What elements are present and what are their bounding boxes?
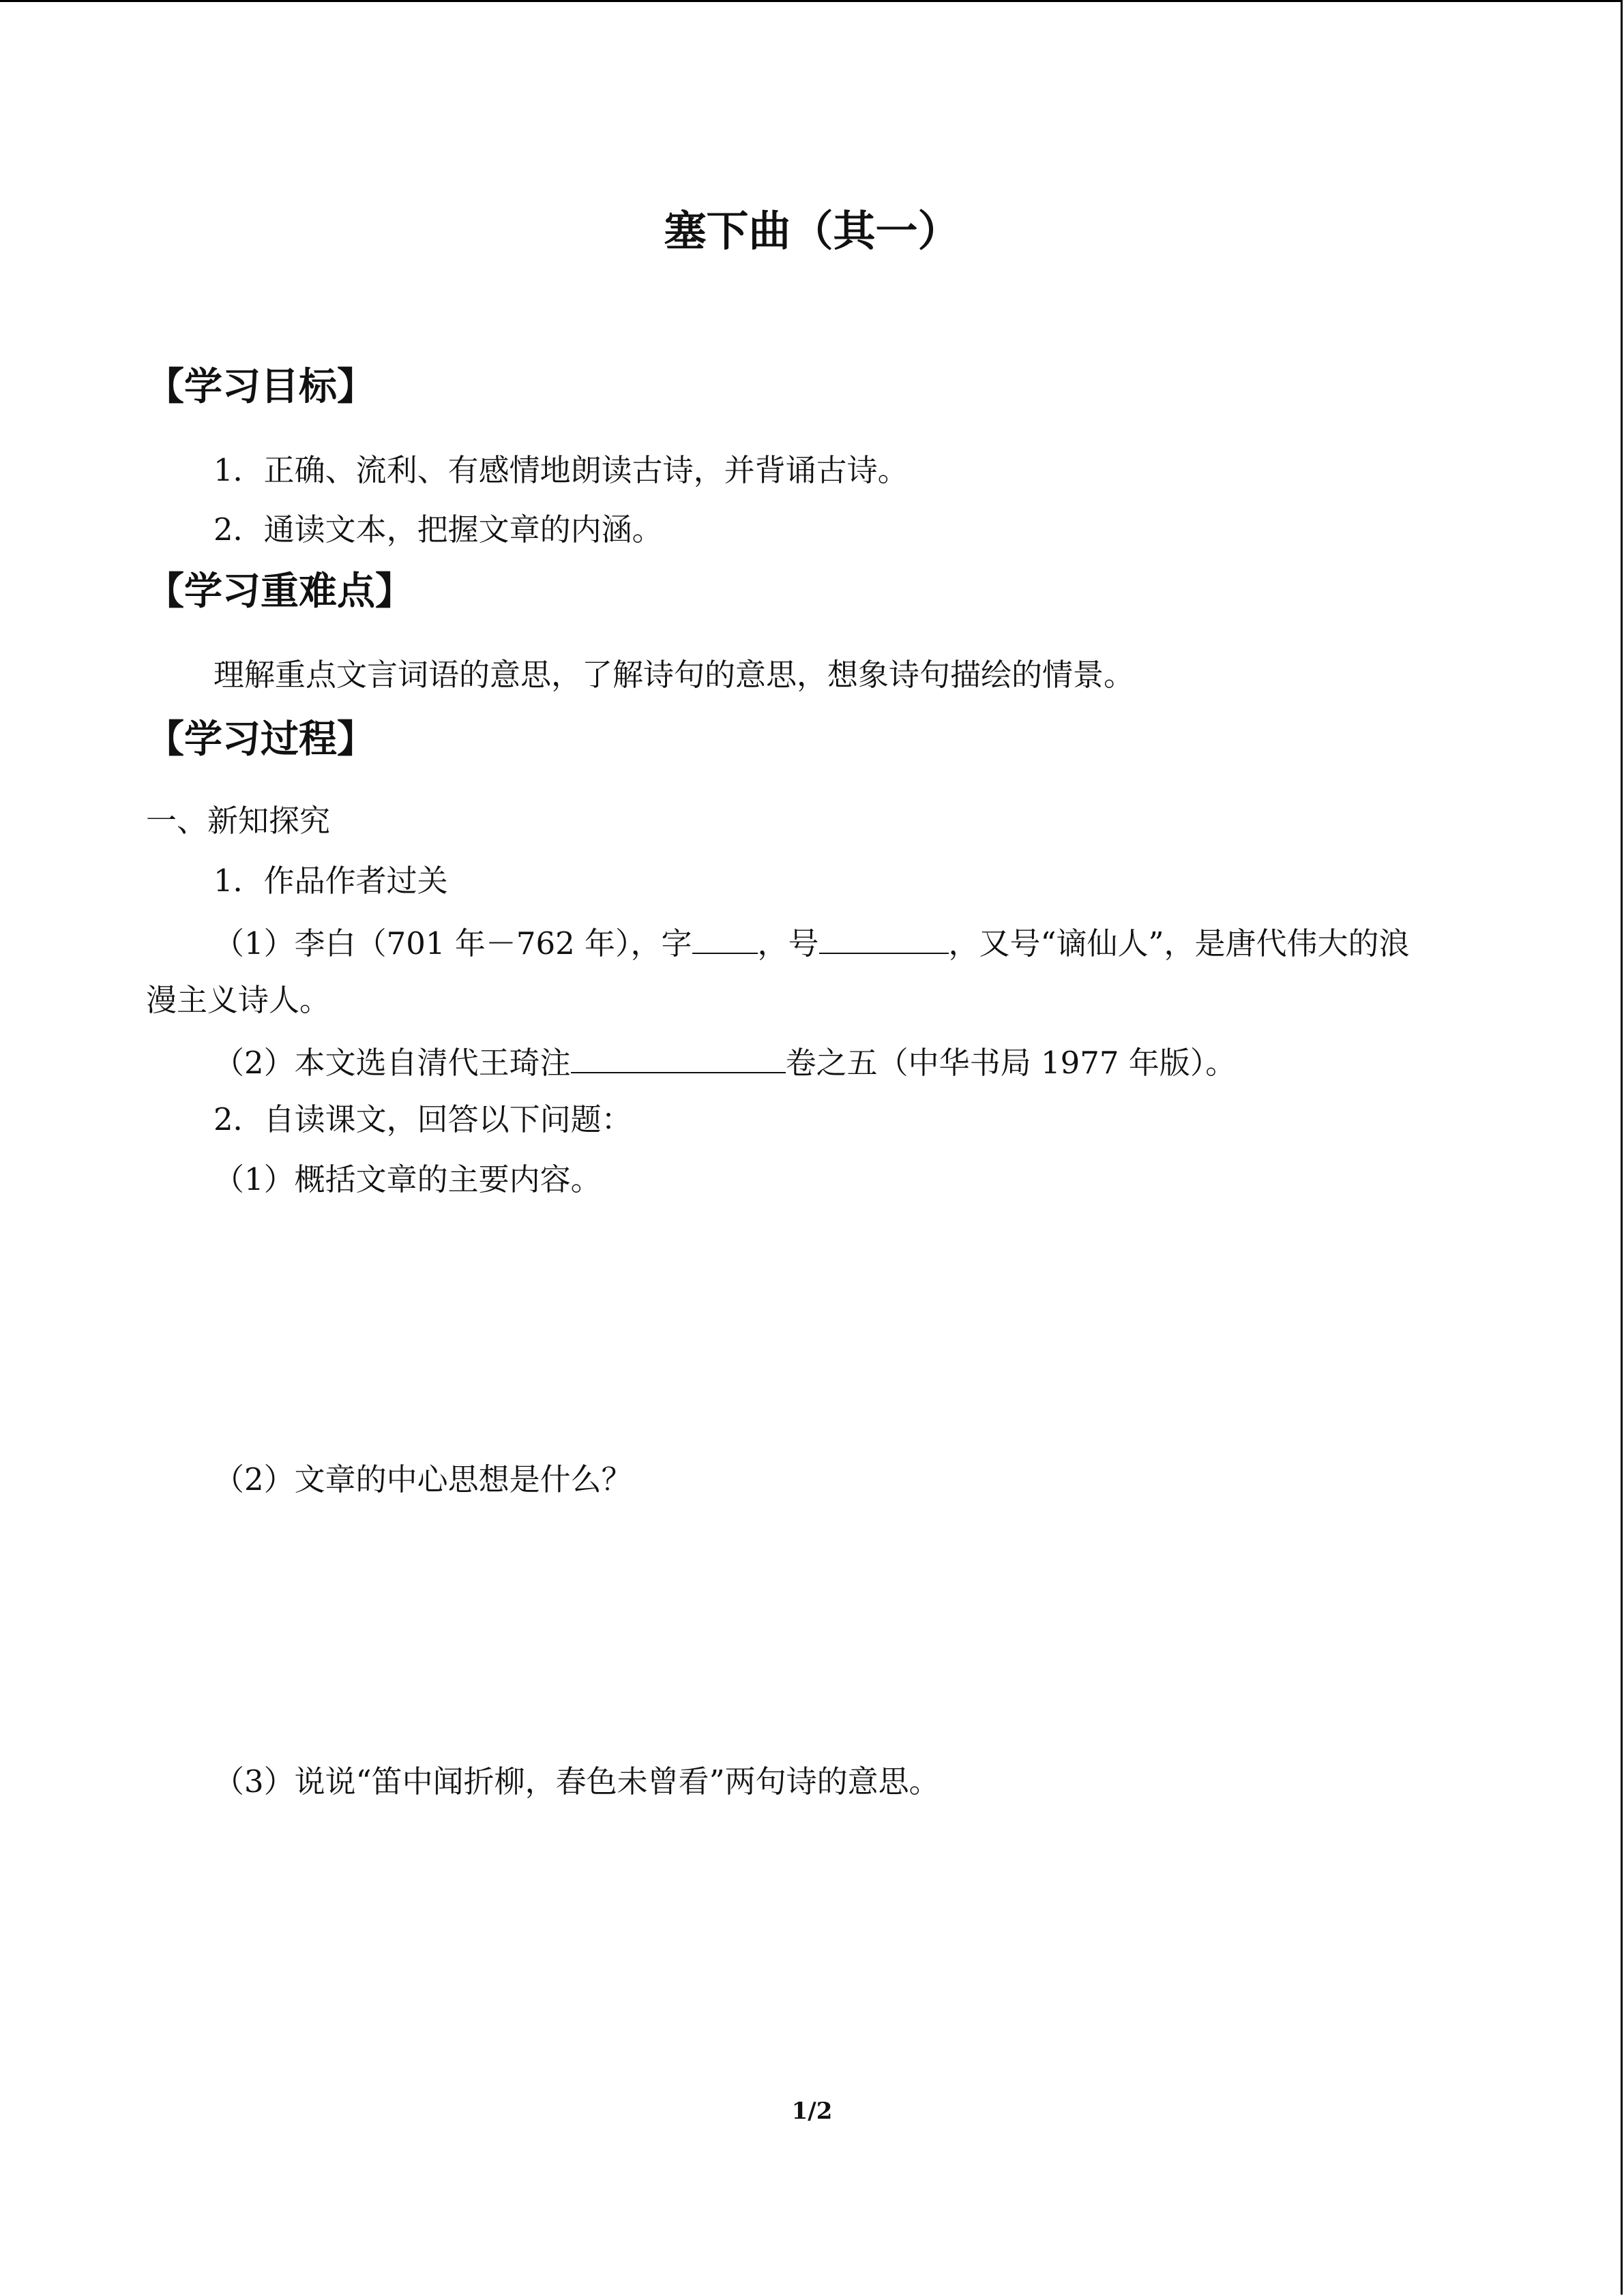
page-number: 1/2 <box>791 2098 833 2125</box>
objective-item: 2．通读文本，把握文章的内涵。 <box>213 511 663 548</box>
question-author-line <box>213 925 1410 959</box>
section-heading-objectives: 【学习目标】 <box>146 365 375 409</box>
question-source-text-b: 卷之五（中华书局 1977 年版）。 <box>785 1045 1237 1081</box>
work-author-item: 1．作品作者过关 <box>213 863 448 899</box>
objective-item: 1．正确、流利、有感情地朗读古诗，并背诵古诗。 <box>213 452 909 488</box>
part-one-heading: 一、新知探究 <box>146 803 331 839</box>
document-title: 塞下曲（其一） <box>664 206 960 256</box>
art-name-blank[interactable] <box>819 925 949 954</box>
question-author-continuation: 漫主义诗人。 <box>146 982 331 1018</box>
reading-question: （2）文章的中心思想是什么？ <box>213 1461 632 1497</box>
section-heading-key-points: 【学习重难点】 <box>146 569 413 614</box>
question-source-text-a: （2）本文选自清代王琦注 <box>213 1045 571 1081</box>
question-author-text-a: （1）李白（701 年－762 年），字 <box>213 925 692 961</box>
section-heading-process: 【学习过程】 <box>146 717 375 762</box>
source-book-blank[interactable] <box>571 1045 786 1073</box>
question-author-text-c: ，又号“谪仙人”，是唐代伟大的浪 <box>948 925 1410 961</box>
reading-question: （3）说说“笛中闻折柳，春色未曾看”两句诗的意思。 <box>213 1763 940 1800</box>
reading-question: （1）概括文章的主要内容。 <box>213 1161 602 1197</box>
self-reading-item: 2．自读课文，回答以下问题： <box>213 1101 632 1137</box>
courtesy-name-blank[interactable] <box>692 925 758 954</box>
key-points-text: 理解重点文言词语的意思，了解诗句的意思，想象诗句描绘的情景。 <box>213 657 1135 693</box>
question-author-text-b: ，号 <box>757 925 819 961</box>
question-source-line <box>213 1045 1237 1081</box>
